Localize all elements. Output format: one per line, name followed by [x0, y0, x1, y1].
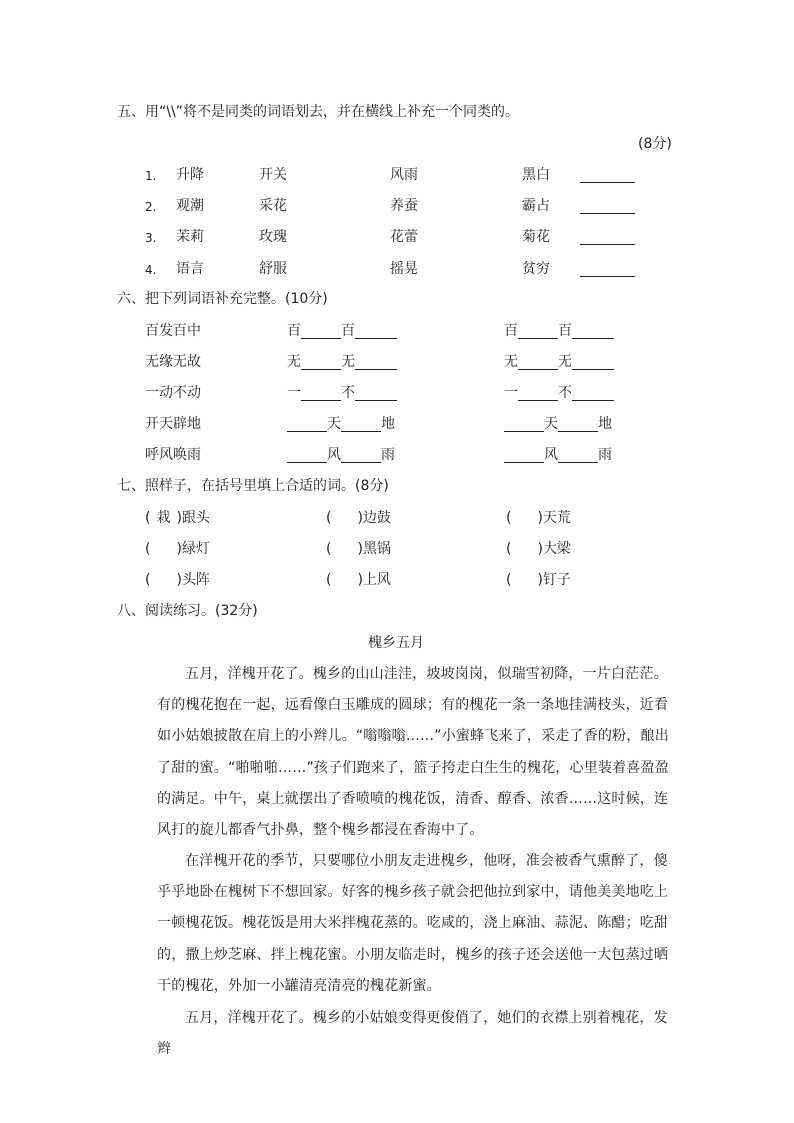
paren-fill: ( )天荒 [506, 510, 571, 526]
idiom-fill-2 [504, 354, 614, 370]
given-char: 天 [544, 416, 558, 432]
item-number: 3. [145, 231, 157, 245]
word: 风雨 [390, 167, 418, 183]
given-char: 地 [598, 416, 612, 432]
answer-blank[interactable] [572, 324, 614, 339]
word: 养蚕 [390, 198, 418, 214]
fill-word: 边鼓 [362, 510, 391, 526]
word: 摇晃 [390, 261, 418, 277]
fill-word: 上风 [362, 572, 391, 588]
example-idiom: 百发百中 [145, 323, 201, 339]
word: 舒服 [259, 261, 287, 277]
answer-blank[interactable] [518, 324, 558, 339]
idiom-fill-1 [287, 354, 397, 370]
word: 菊花 [522, 229, 550, 245]
fill-word: 头阵 [181, 572, 210, 588]
answer-blank[interactable] [355, 324, 397, 339]
passage-paragraph: 五月，洋槐开花了。槐乡的小姑娘变得更俊俏了，她们的衣襟上别着槐花，发辫 [157, 1010, 668, 1058]
answer-blank[interactable] [287, 417, 327, 432]
passage-title: 槐乡五月 [368, 635, 424, 651]
fill-word: 跟头 [181, 510, 210, 526]
paren-fill: ( )钉子 [506, 572, 571, 588]
fill-word: 大梁 [542, 541, 571, 557]
given-char: 无 [287, 354, 301, 370]
item-number: 2. [145, 200, 157, 214]
section6-heading: 六、把下列词语补充完整。(10分) [117, 291, 328, 307]
answer-blank[interactable] [341, 417, 381, 432]
idiom-fill-1 [287, 385, 397, 401]
answer-blank[interactable] [572, 386, 614, 401]
given-char: 地 [381, 416, 395, 432]
item-number: 4. [145, 263, 157, 277]
section5-score: (8分) [638, 136, 672, 152]
example-answer: 栽 [156, 510, 171, 526]
answer-blank[interactable] [558, 417, 598, 432]
given-char: 不 [558, 385, 572, 401]
answer-blank[interactable] [580, 230, 635, 245]
paren-fill: ( )头阵 [145, 572, 210, 588]
answer-blank[interactable] [301, 355, 341, 370]
idiom-fill-1 [287, 416, 395, 432]
paren-fill: ( )上风 [326, 572, 391, 588]
idiom-fill-1 [287, 323, 397, 339]
word: 升降 [176, 167, 204, 183]
fill-word: 黑锅 [362, 541, 391, 557]
passage-paragraph: 在洋槐开花的季节，只要哪位小朋友走进槐乡，他呀，准会被香气熏醉了，傻乎乎地卧在槐树下不想回家。好客的槐乡孩子就会把他拉到家中，请他美美地吃上一顿槐花饭。槐花饭是用大米拌槐花蒸的。吃咸的，浇上麻油、蒜泥、陈醋；吃甜的，撒上炒芝麻、拌上槐花蜜。小朋友临走时，槐乡的孩子还会送他一大包蒸过晒干的槐花，外加一小罐清亮清亮的槐花新蜜。 [157, 853, 669, 994]
idiom-fill-2 [504, 416, 612, 432]
fill-word: 天荒 [542, 510, 571, 526]
answer-blank[interactable] [355, 386, 397, 401]
answer-blank[interactable] [518, 386, 558, 401]
given-char: 无 [341, 354, 355, 370]
answer-blank[interactable] [355, 355, 397, 370]
answer-blank[interactable] [504, 448, 544, 463]
answer-blank[interactable] [518, 355, 558, 370]
answer-blank[interactable] [287, 448, 327, 463]
fill-word: 绿灯 [181, 541, 210, 557]
answer-blank[interactable] [341, 448, 381, 463]
answer-blank[interactable] [580, 168, 635, 183]
word: 观潮 [176, 198, 204, 214]
example-idiom: 一动不动 [145, 385, 201, 401]
idiom-fill-1 [287, 447, 395, 463]
section7-heading: 七、照样子，在括号里填上合适的词。(8分) [117, 478, 389, 494]
section8-heading: 八、阅读练习。(32分) [117, 603, 258, 619]
word: 茉莉 [176, 229, 204, 245]
given-char: 百 [558, 323, 572, 339]
paren-fill: ( 栽 )跟头 [145, 510, 210, 526]
idiom-fill-2 [504, 447, 612, 463]
given-char: 不 [341, 385, 355, 401]
given-char: 一 [504, 385, 518, 401]
fill-word: 钉子 [542, 572, 571, 588]
given-char: 雨 [381, 447, 395, 463]
passage-paragraph: 五月，洋槐开花了。槐乡的山山洼洼，坡坡岗岗，似瑞雪初降，一片白茫茫。有的槐花抱在一起，远看像白玉雕成的圆球；有的槐花一条一条地挂满枝头，近看如小姑娘披散在肩上的小辫儿。“嗡嗡嗡……”小蜜蜂飞来了，采走了香的粉，酿出了甜的蜜。“啪啪啪……”孩子们跑来了，篮子挎走白生生的槐花，心里装着喜盈盈的满足。中午，桌上就摆出了香喷喷的槐花饭，清香、醇香、浓香……这时候，连风打的旋儿都香气扑鼻，整个槐乡都浸在香海中了。 [157, 666, 669, 839]
given-char: 天 [327, 416, 341, 432]
paren-fill: ( )绿灯 [145, 541, 210, 557]
idiom-fill-2 [504, 323, 614, 339]
paren-fill: ( )黑锅 [326, 541, 391, 557]
paren-fill: ( )边鼓 [326, 510, 391, 526]
answer-blank[interactable] [301, 324, 341, 339]
idiom-fill-2 [504, 385, 614, 401]
word: 开关 [259, 167, 287, 183]
example-idiom: 呼风唤雨 [145, 447, 201, 463]
given-char: 无 [504, 354, 518, 370]
answer-blank[interactable] [572, 355, 614, 370]
answer-blank[interactable] [301, 386, 341, 401]
answer-blank[interactable] [580, 262, 635, 277]
word: 花蕾 [390, 229, 418, 245]
given-char: 雨 [598, 447, 612, 463]
section5-heading: 五、用“\\”将不是同类的词语划去，并在横线上补充一个同类的。 [117, 104, 519, 120]
word: 语言 [176, 261, 204, 277]
word: 贫穷 [522, 261, 550, 277]
paren-fill: ( )大梁 [506, 541, 571, 557]
given-char: 风 [544, 447, 558, 463]
word: 采花 [259, 198, 287, 214]
word: 霸占 [522, 198, 550, 214]
example-idiom: 开天辟地 [145, 416, 201, 432]
answer-blank[interactable] [504, 417, 544, 432]
word: 黑白 [522, 167, 550, 183]
given-char: 一 [287, 385, 301, 401]
given-char: 百 [504, 323, 518, 339]
given-char: 百 [341, 323, 355, 339]
given-char: 风 [327, 447, 341, 463]
word: 玫瑰 [259, 229, 287, 245]
item-number: 1. [145, 169, 157, 183]
answer-blank[interactable] [558, 448, 598, 463]
given-char: 无 [558, 354, 572, 370]
given-char: 百 [287, 323, 301, 339]
example-idiom: 无缘无故 [145, 354, 201, 370]
answer-blank[interactable] [580, 199, 635, 214]
